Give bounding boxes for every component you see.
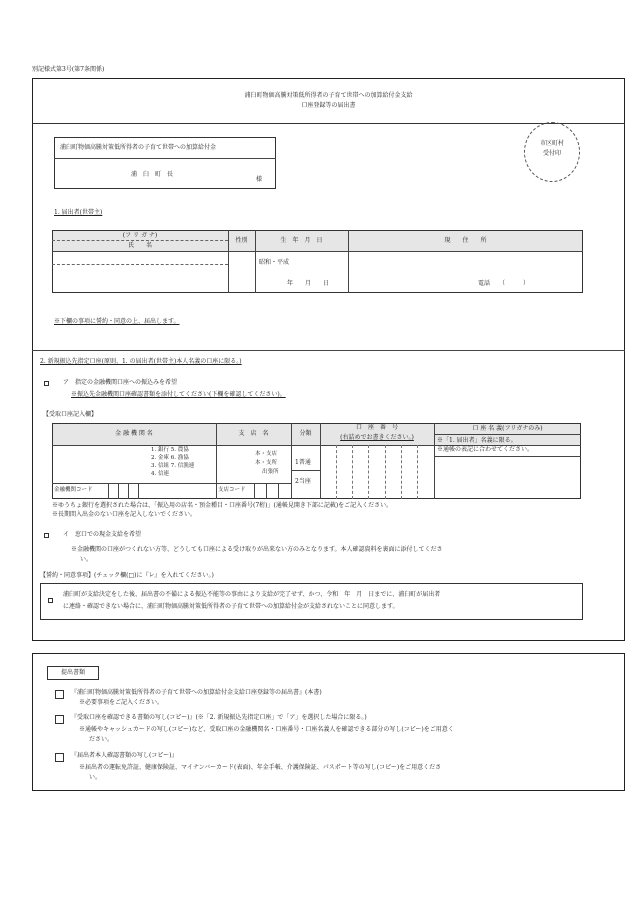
address-label: 現 住 所 — [444, 237, 487, 244]
furigana-entry-divider — [52, 264, 228, 265]
holder-header-line — [434, 434, 581, 435]
bank-code-cell[interactable] — [128, 483, 129, 499]
branch-code-cell[interactable] — [266, 483, 267, 499]
document-3-checkbox[interactable] — [55, 753, 64, 762]
document-2-note-2: ださい。 — [89, 736, 114, 743]
applicant-header-line — [52, 251, 583, 252]
document-1-note: ※必要事項をご記入ください。 — [79, 699, 164, 706]
pledge-box — [40, 583, 583, 620]
pledge-line-2: に連絡・確認できない場合に、浦臼町物価高騰対策低所得者の子育て世帯への加算給付金が支給されないことに同意します。 — [63, 603, 399, 610]
account-holder-header: 口 座 名 義(フリガナのみ) — [472, 425, 543, 432]
name-label: 氏 名 — [127, 242, 152, 249]
account-number-cell[interactable] — [417, 445, 418, 499]
documents-heading: 提出書類 — [60, 669, 85, 676]
bank-code-cell[interactable] — [118, 483, 119, 499]
branch-code-label: 支店コード — [218, 487, 246, 493]
bank-code-label: 金融機関コード — [54, 487, 93, 493]
gender-label: 性別 — [235, 237, 248, 244]
document-2-note-1: ※通帳やキャッシュカードの写し(コピー)など、受取口座の金融機関名・口座番号・口座名義人を確認できる部分の写し(コピー)をご用意く — [79, 726, 454, 733]
bank-code-line — [52, 483, 216, 484]
branch-code-cell[interactable] — [254, 483, 255, 499]
pledge-heading: 【誓約・同意事項】(チェック欄(□)に『レ』を入れてください。) — [40, 572, 214, 579]
furigana-label: (フ リ ガ ナ) — [122, 232, 158, 239]
holder-sub-line — [434, 456, 581, 457]
option-b-checkbox[interactable] — [44, 533, 49, 538]
account-number-cell[interactable] — [336, 445, 337, 499]
form-title: 浦臼町物価高騰対策低所得者の子育て世帯への加算給付金支給 — [244, 92, 413, 99]
furigana-divider — [52, 240, 228, 241]
option-b-label: イ 窓口での現金支給を希望 — [63, 531, 142, 538]
consent-note: ※下欄の事項に誓約・同意の上、届出します。 — [54, 318, 180, 325]
form-number: 別記様式第3号(第7条関係) — [32, 66, 105, 73]
option-b-note-2: い。 — [80, 556, 93, 563]
type-split-line — [291, 470, 320, 471]
pledge-line-1: 浦臼町が支給決定をした後、届出書の不備による振込不能等の事由により支給が完了せず、かつ、令和 年 月 日までに、浦臼町が届出者 — [63, 591, 441, 598]
account-type-1: 1普通 — [295, 459, 311, 466]
phone-label: 電話 （ ） — [478, 280, 530, 287]
account-number-header: 口 座 番 号 — [355, 424, 398, 431]
bank-type-2: 2. 金庫 6. 漁協 — [151, 455, 189, 461]
bank-name-header: 金 融 機 関 名 — [115, 430, 153, 437]
pledge-checkbox[interactable] — [48, 598, 53, 603]
bank-code-cell[interactable] — [138, 483, 139, 499]
holder-note-2: ※通帳の表記に合わせてください。 — [437, 446, 534, 453]
document-1-checkbox[interactable] — [55, 690, 64, 699]
bank-type-4: 4. 信連 — [151, 471, 169, 477]
era-options: 昭和・平成 — [259, 259, 290, 266]
document-3-title: 『届出者本人確認書類の写し(コピー)』 — [71, 752, 178, 759]
account-title: 【受取口座記入欄】 — [43, 411, 98, 418]
form-subtitle: 口座登録等の届出書 — [301, 102, 356, 109]
honorific: 様 — [256, 176, 263, 183]
holder-note-1: ※「1. 届出者」名義に限る。 — [437, 437, 517, 444]
branch-name-header: 支 店 名 — [238, 430, 269, 437]
option-a-checkbox[interactable] — [44, 381, 49, 386]
account-number-cell[interactable] — [368, 445, 369, 499]
branch-type-2: 本・支所 — [255, 460, 278, 466]
section1-heading: 1. 届出者(世帯主) — [54, 209, 103, 216]
branch-type-1: 本・支店 — [255, 451, 278, 457]
account-number-cell[interactable] — [385, 445, 386, 499]
account-number-subheader: (右詰めでお書きください。) — [340, 434, 414, 441]
branch-type-3: 出張所 — [262, 469, 279, 475]
grant-name: 浦臼町物価高騰対策低所得者の子育て世帯への加算給付金 — [60, 144, 217, 151]
section2-divider — [32, 350, 625, 351]
bank-type-1: 1. 銀行 5. 農協 — [151, 447, 189, 453]
longterm-note: ※長期間入出金のない口座を記入しないでください。 — [52, 511, 197, 518]
birthdate-label: 生 年 月 日 — [280, 237, 323, 244]
document-3-note-2: い。 — [89, 774, 102, 781]
title-divider — [32, 123, 625, 124]
stamp-label-2: 受付印 — [542, 150, 561, 157]
document-2-checkbox[interactable] — [55, 715, 64, 724]
option-b-note-1: ※金融機関の口座がつくれない方等、どうしても口座による受け取りが出来ない方のみとなります。本人確認資料を裏面に添付してくださ — [71, 546, 443, 553]
option-a-note: ※振込先金融機関口座確認書類を添付してください(下欄を確認してください)。 — [71, 391, 286, 398]
stamp-label-1: 市区町村 — [539, 140, 564, 147]
section2-heading: 2. 新規振込先指定口座(原則、1. の届出者(世帯主)本人名義の口座に限る。) — [40, 358, 242, 365]
account-number-cell[interactable] — [352, 445, 353, 499]
branch-code-cell[interactable] — [278, 483, 279, 499]
date-units: 年 月 日 — [287, 280, 330, 287]
addressee-divider — [54, 158, 276, 159]
bank-type-3: 3. 信組 7. 信漁連 — [151, 463, 195, 469]
mayor-title: 浦 臼 町 長 — [131, 171, 174, 178]
account-type-header: 分類 — [299, 430, 312, 437]
document-3-note-1: ※届出者の運転免許証、健康保険証、マイナンバーカード(表面)、年金手帳、介護保険証、パスポート等の写し(コピー)をご用意くださ — [79, 764, 442, 771]
document-2-title: 『受取口座を確認できる書類の写し(コピー)』(※「2. 新規振込先指定口座」で「ア」を選択した場合に限る。) — [71, 714, 367, 721]
bank-code-cell[interactable] — [108, 483, 109, 499]
account-number-cell[interactable] — [401, 445, 402, 499]
option-a-label: ア 指定の金融機関口座への振込みを希望 — [63, 379, 178, 386]
yucho-note: ※ゆうちょ銀行を選択された場合は、「振込用の店名・預金種目・口座番号(7桁)」(通帳見開き下部に記載)をご記入ください。 — [52, 502, 393, 509]
document-1-title: 『浦臼町物価高騰対策低所得者の子育て世帯への加算給付金支給口座登録等の届出書』(本書) — [71, 689, 322, 696]
account-type-2: 2当座 — [295, 478, 311, 485]
